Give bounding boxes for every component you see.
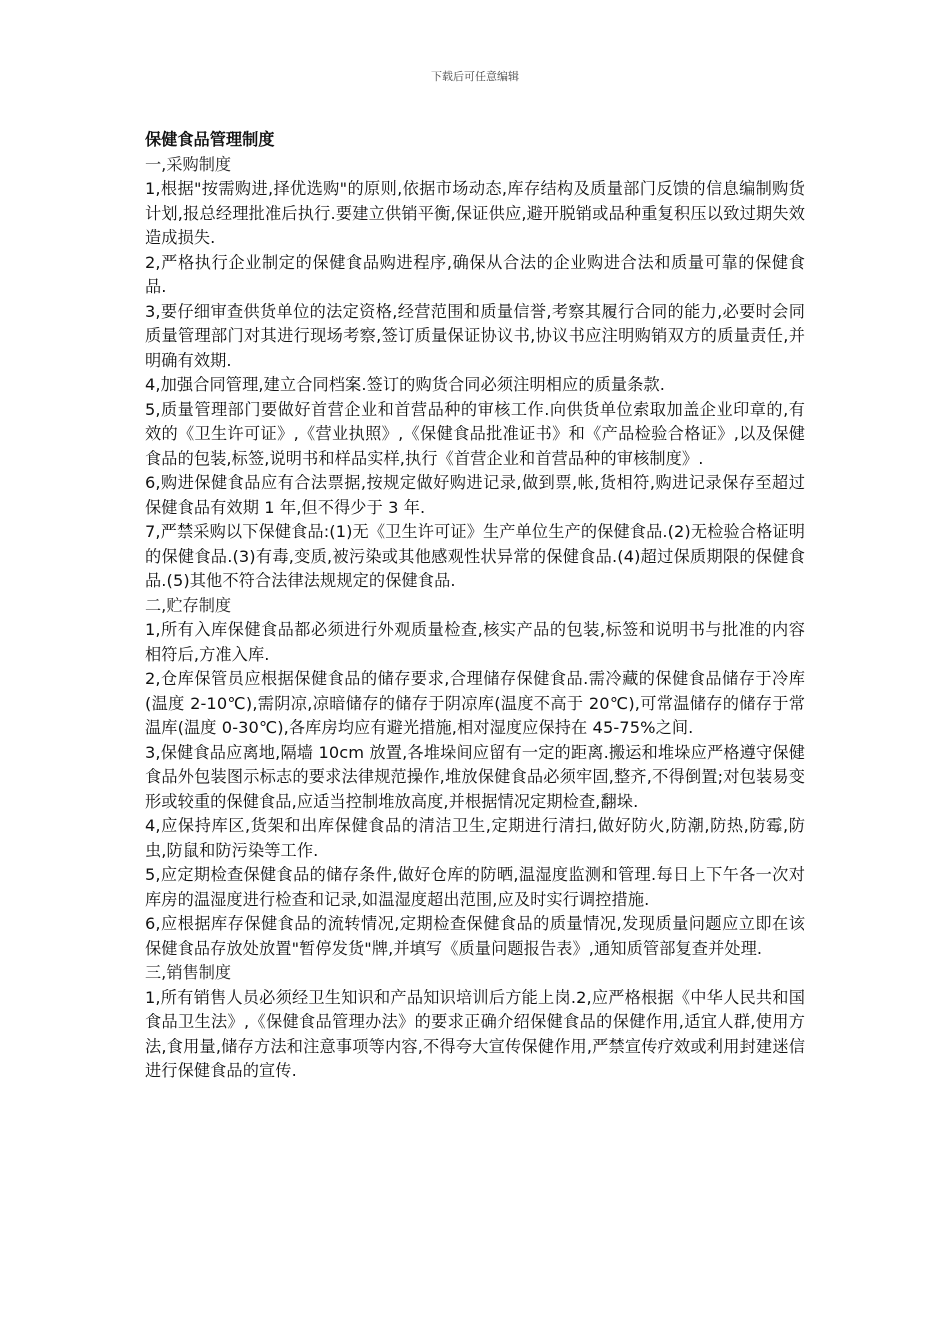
document-body (145, 128, 805, 1084)
paragraph: 6,应根据库存保健食品的流转情况,定期检查保健食品的质量情况,发现质量问题应立即在该保健食品存放处放置"暂停发货"牌,并填写《质量问题报告表》,通知质管部复查并处理. (145, 914, 805, 958)
paragraph: 1,所有销售人员必须经卫生知识和产品知识培训后方能上岗.2,应严格根据《中华人民共和国食品卫生法》,《保健食品管理办法》的要求正确介绍保健食品的保健作用,适宜人群,使用方法,食用量,储存方法和注意事项等内容,不得夸大宣传保健作用,严禁宣传疗效或利用封建迷信进行保健食品的宣传. (145, 987, 805, 1080)
section-heading-purchase: 一,采购制度 (145, 154, 232, 174)
paragraph: 1,根据"按需购进,择优选购"的原则,依据市场动态,库存结构及质量部门反馈的信息编制购货计划,报总经理批准后执行.要建立供销平衡,保证供应,避开脱销或品种重复积压以致过期失效造成损失. (145, 179, 805, 247)
paragraph: 4,应保持库区,货架和出库保健食品的清洁卫生,定期进行清扫,做好防火,防潮,防热,防霉,防虫,防鼠和防污染等工作. (145, 816, 805, 860)
paragraph: 1,所有入库保健食品都必须进行外观质量检查,核实产品的包装,标签和说明书与批准的内容相符后,方准入库. (145, 620, 805, 664)
paragraph: 2,严格执行企业制定的保健食品购进程序,确保从合法的企业购进合法和质量可靠的保健食品. (145, 252, 805, 296)
section-heading-storage: 二,贮存制度 (145, 595, 232, 615)
paragraph: 7,严禁采购以下保健食品:(1)无《卫生许可证》生产单位生产的保健食品.(2)无检验合格证明的保健食品.(3)有毒,变质,被污染或其他感观性状异常的保健食品.(4)超过保质期限的保健食品.(5)其他不符合法律法规规定的保健食品. (145, 522, 805, 590)
document-title: 保健食品管理制度 (145, 130, 275, 149)
paragraph: 5,应定期检查保健食品的储存条件,做好仓库的防晒,温湿度监测和管理.每日上下午各一次对库房的温湿度进行检查和记录,如温湿度超出范围,应及时实行调控措施. (145, 865, 805, 909)
paragraph: 3,要仔细审查供货单位的法定资格,经营范围和质量信誉,考察其履行合同的能力,必要时会同质量管理部门对其进行现场考察,签订质量保证协议书,协议书应注明购销双方的质量责任,并明确有效期. (145, 301, 805, 370)
paragraph: 4,加强合同管理,建立合同档案.签订的购货合同必须注明相应的质量条款. (145, 375, 666, 394)
section-heading-sales: 三,销售制度 (145, 963, 232, 982)
paragraph: 5,质量管理部门要做好首营企业和首营品种的审核工作.向供货单位索取加盖企业印章的,有效的《卫生许可证》,《营业执照》,《保健食品批准证书》和《产品检验合格证》,以及保健食品的包装,标签,说明书和样品实样,执行《首营企业和首营品种的审核制度》. (145, 399, 805, 468)
page-header: 下载后可任意编辑 (431, 70, 519, 83)
paragraph: 6,购进保健食品应有合法票据,按规定做好购进记录,做到票,帐,货相符,购进记录保存至超过保健食品有效期 1 年,但不得少于 3 年. (145, 473, 805, 517)
paragraph: 2,仓库保管员应根据保健食品的储存要求,合理储存保健食品.需冷藏的保健食品储存于冷库(温度 2-10℃),需阴凉,凉暗储存的储存于阴凉库(温度不高于 20℃),可常温储存的储存于常温库(温度 0-30℃),各库房均应有避光措施,相对湿度应保持在 45-75%之间. (145, 669, 805, 737)
paragraph: 3,保健食品应离地,隔墙 10cm 放置,各堆垛间应留有一定的距离.搬运和堆垛应严格遵守保健食品外包装图示标志的要求法律规范操作,堆放保健食品必须牢固,整齐,不得倒置;对包装易变形或较重的保健食品,应适当控制堆放高度,并根据情况定期检查,翻垛. (145, 742, 805, 811)
